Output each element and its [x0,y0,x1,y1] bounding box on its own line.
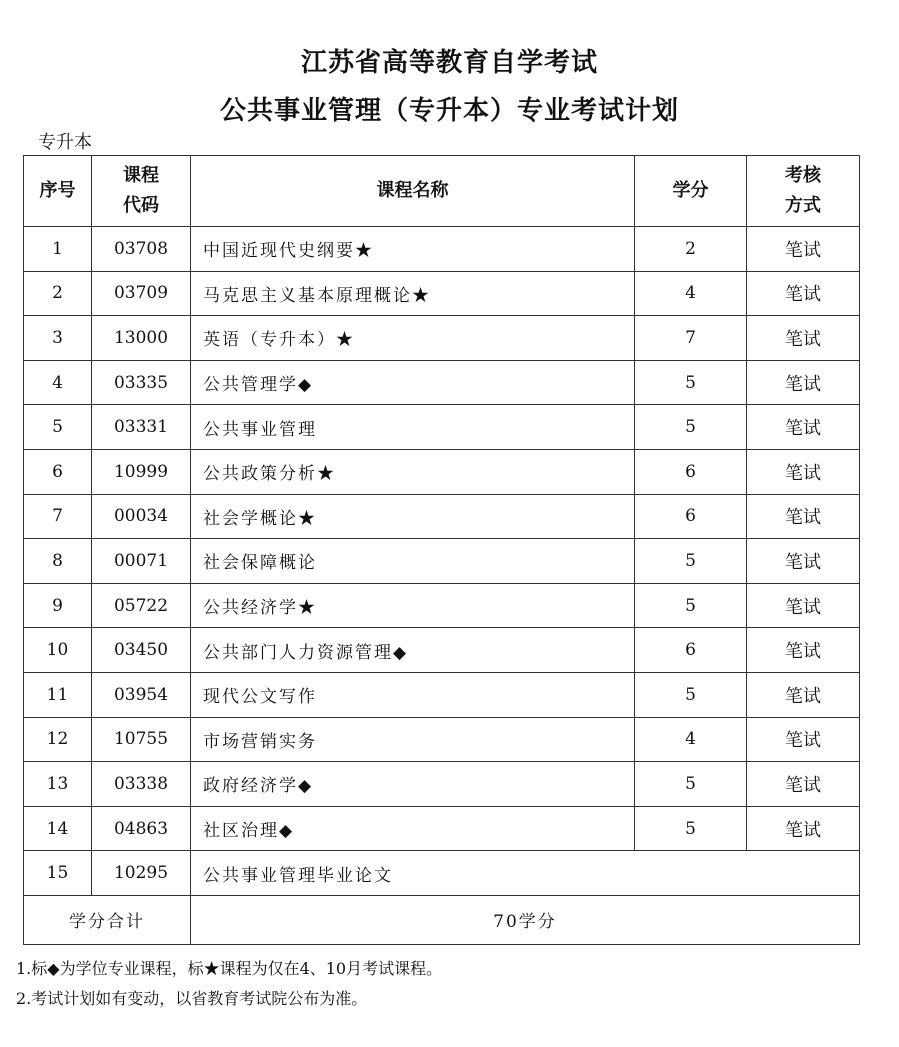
cell-credit: 5 [635,806,747,851]
cell-code: 05722 [92,583,191,628]
cell-method: 笔试 [747,717,860,762]
cell-method: 笔试 [747,405,860,450]
cell-credit: 6 [635,449,747,494]
header-method-line1: 考核 [785,165,821,186]
cell-credit: 5 [635,405,747,450]
cell-code: 03708 [92,227,191,272]
cell-method: 笔试 [747,806,860,851]
table-row [24,762,860,807]
cell-seq: 9 [24,583,92,628]
table-row [24,405,860,450]
cell-course-name: 公共事业管理毕业论文 [191,851,860,896]
cell-method: 笔试 [747,762,860,807]
table-row [24,227,860,272]
cell-method: 笔试 [747,316,860,361]
table-row [24,806,860,851]
cell-course-name: 公共部门人力资源管理◆ [191,628,635,673]
cell-course-name: 公共经济学★ [191,583,635,628]
cell-course-name: 现代公文写作 [191,672,635,717]
cell-course-name: 公共管理学◆ [191,360,635,405]
header-method [747,156,860,227]
cell-seq: 14 [24,806,92,851]
cell-seq: 5 [24,405,92,450]
table-row [24,583,860,628]
table-row-total [24,895,860,944]
level-label: 专升本 [38,132,92,153]
cell-code: 00034 [92,494,191,539]
table-row [24,449,860,494]
header-code-line1: 课程 [123,165,159,186]
table-row [24,271,860,316]
cell-credit: 6 [635,494,747,539]
cell-credit: 5 [635,360,747,405]
cell-code: 03954 [92,672,191,717]
cell-code: 10755 [92,717,191,762]
cell-course-name: 市场营销实务 [191,717,635,762]
footnote-2: 2.考试计划如有变动，以省教育考试院公布为准。 [16,989,368,1008]
cell-credit: 2 [635,227,747,272]
cell-course-name: 社会学概论★ [191,494,635,539]
table-row [24,628,860,673]
cell-method: 笔试 [747,271,860,316]
document-title: 江苏省高等教育自学考试 [300,48,598,78]
table-row [24,360,860,405]
cell-seq: 15 [24,851,92,896]
cell-code: 00071 [92,539,191,584]
cell-code: 03331 [92,405,191,450]
document-subtitle: 公共事业管理（专升本）专业考试计划 [219,96,679,126]
cell-credit: 5 [635,583,747,628]
cell-seq: 2 [24,271,92,316]
cell-code: 03709 [92,271,191,316]
cell-method: 笔试 [747,360,860,405]
cell-code: 03338 [92,762,191,807]
cell-seq: 13 [24,762,92,807]
cell-seq: 4 [24,360,92,405]
table-header-row [24,156,860,227]
cell-credit: 6 [635,628,747,673]
cell-seq: 1 [24,227,92,272]
cell-code: 13000 [92,316,191,361]
total-label: 学分合计 [24,895,191,944]
table-row [24,316,860,361]
header-code-line2: 代码 [123,195,159,216]
table-row [24,672,860,717]
header-method-line2: 方式 [785,195,821,216]
cell-credit: 7 [635,316,747,361]
cell-course-name: 公共政策分析★ [191,449,635,494]
table-row [24,539,860,584]
cell-seq: 11 [24,672,92,717]
cell-course-name: 公共事业管理 [191,405,635,450]
table-row [24,494,860,539]
cell-course-name: 中国近现代史纲要★ [191,227,635,272]
cell-seq: 12 [24,717,92,762]
cell-credit: 5 [635,672,747,717]
cell-method: 笔试 [747,628,860,673]
cell-method: 笔试 [747,449,860,494]
cell-credit: 5 [635,762,747,807]
cell-code: 10999 [92,449,191,494]
cell-course-name: 社会保障概论 [191,539,635,584]
cell-seq: 7 [24,494,92,539]
cell-code: 03450 [92,628,191,673]
header-seq: 序号 [24,156,92,227]
cell-course-name: 马克思主义基本原理概论★ [191,271,635,316]
cell-code: 03335 [92,360,191,405]
cell-method: 笔试 [747,672,860,717]
header-credit: 学分 [635,156,747,227]
cell-course-name: 英语（专升本）★ [191,316,635,361]
table-row [24,717,860,762]
cell-code: 04863 [92,806,191,851]
total-value: 70学分 [191,895,860,944]
footnote-1: 1.标◆为学位专业课程，标★课程为仅在4、10月考试课程。 [16,959,443,978]
cell-seq: 10 [24,628,92,673]
footnotes [16,954,442,1014]
cell-code: 10295 [92,851,191,896]
header-name: 课程名称 [191,156,635,227]
cell-course-name: 社区治理◆ [191,806,635,851]
cell-method: 笔试 [747,227,860,272]
header-code [92,156,191,227]
cell-credit: 4 [635,717,747,762]
cell-seq: 6 [24,449,92,494]
cell-method: 笔试 [747,539,860,584]
cell-credit: 5 [635,539,747,584]
cell-credit: 4 [635,271,747,316]
cell-method: 笔试 [747,583,860,628]
cell-course-name: 政府经济学◆ [191,762,635,807]
exam-plan-table [23,155,860,945]
table-row-thesis [24,851,860,896]
cell-seq: 3 [24,316,92,361]
cell-method: 笔试 [747,494,860,539]
cell-seq: 8 [24,539,92,584]
